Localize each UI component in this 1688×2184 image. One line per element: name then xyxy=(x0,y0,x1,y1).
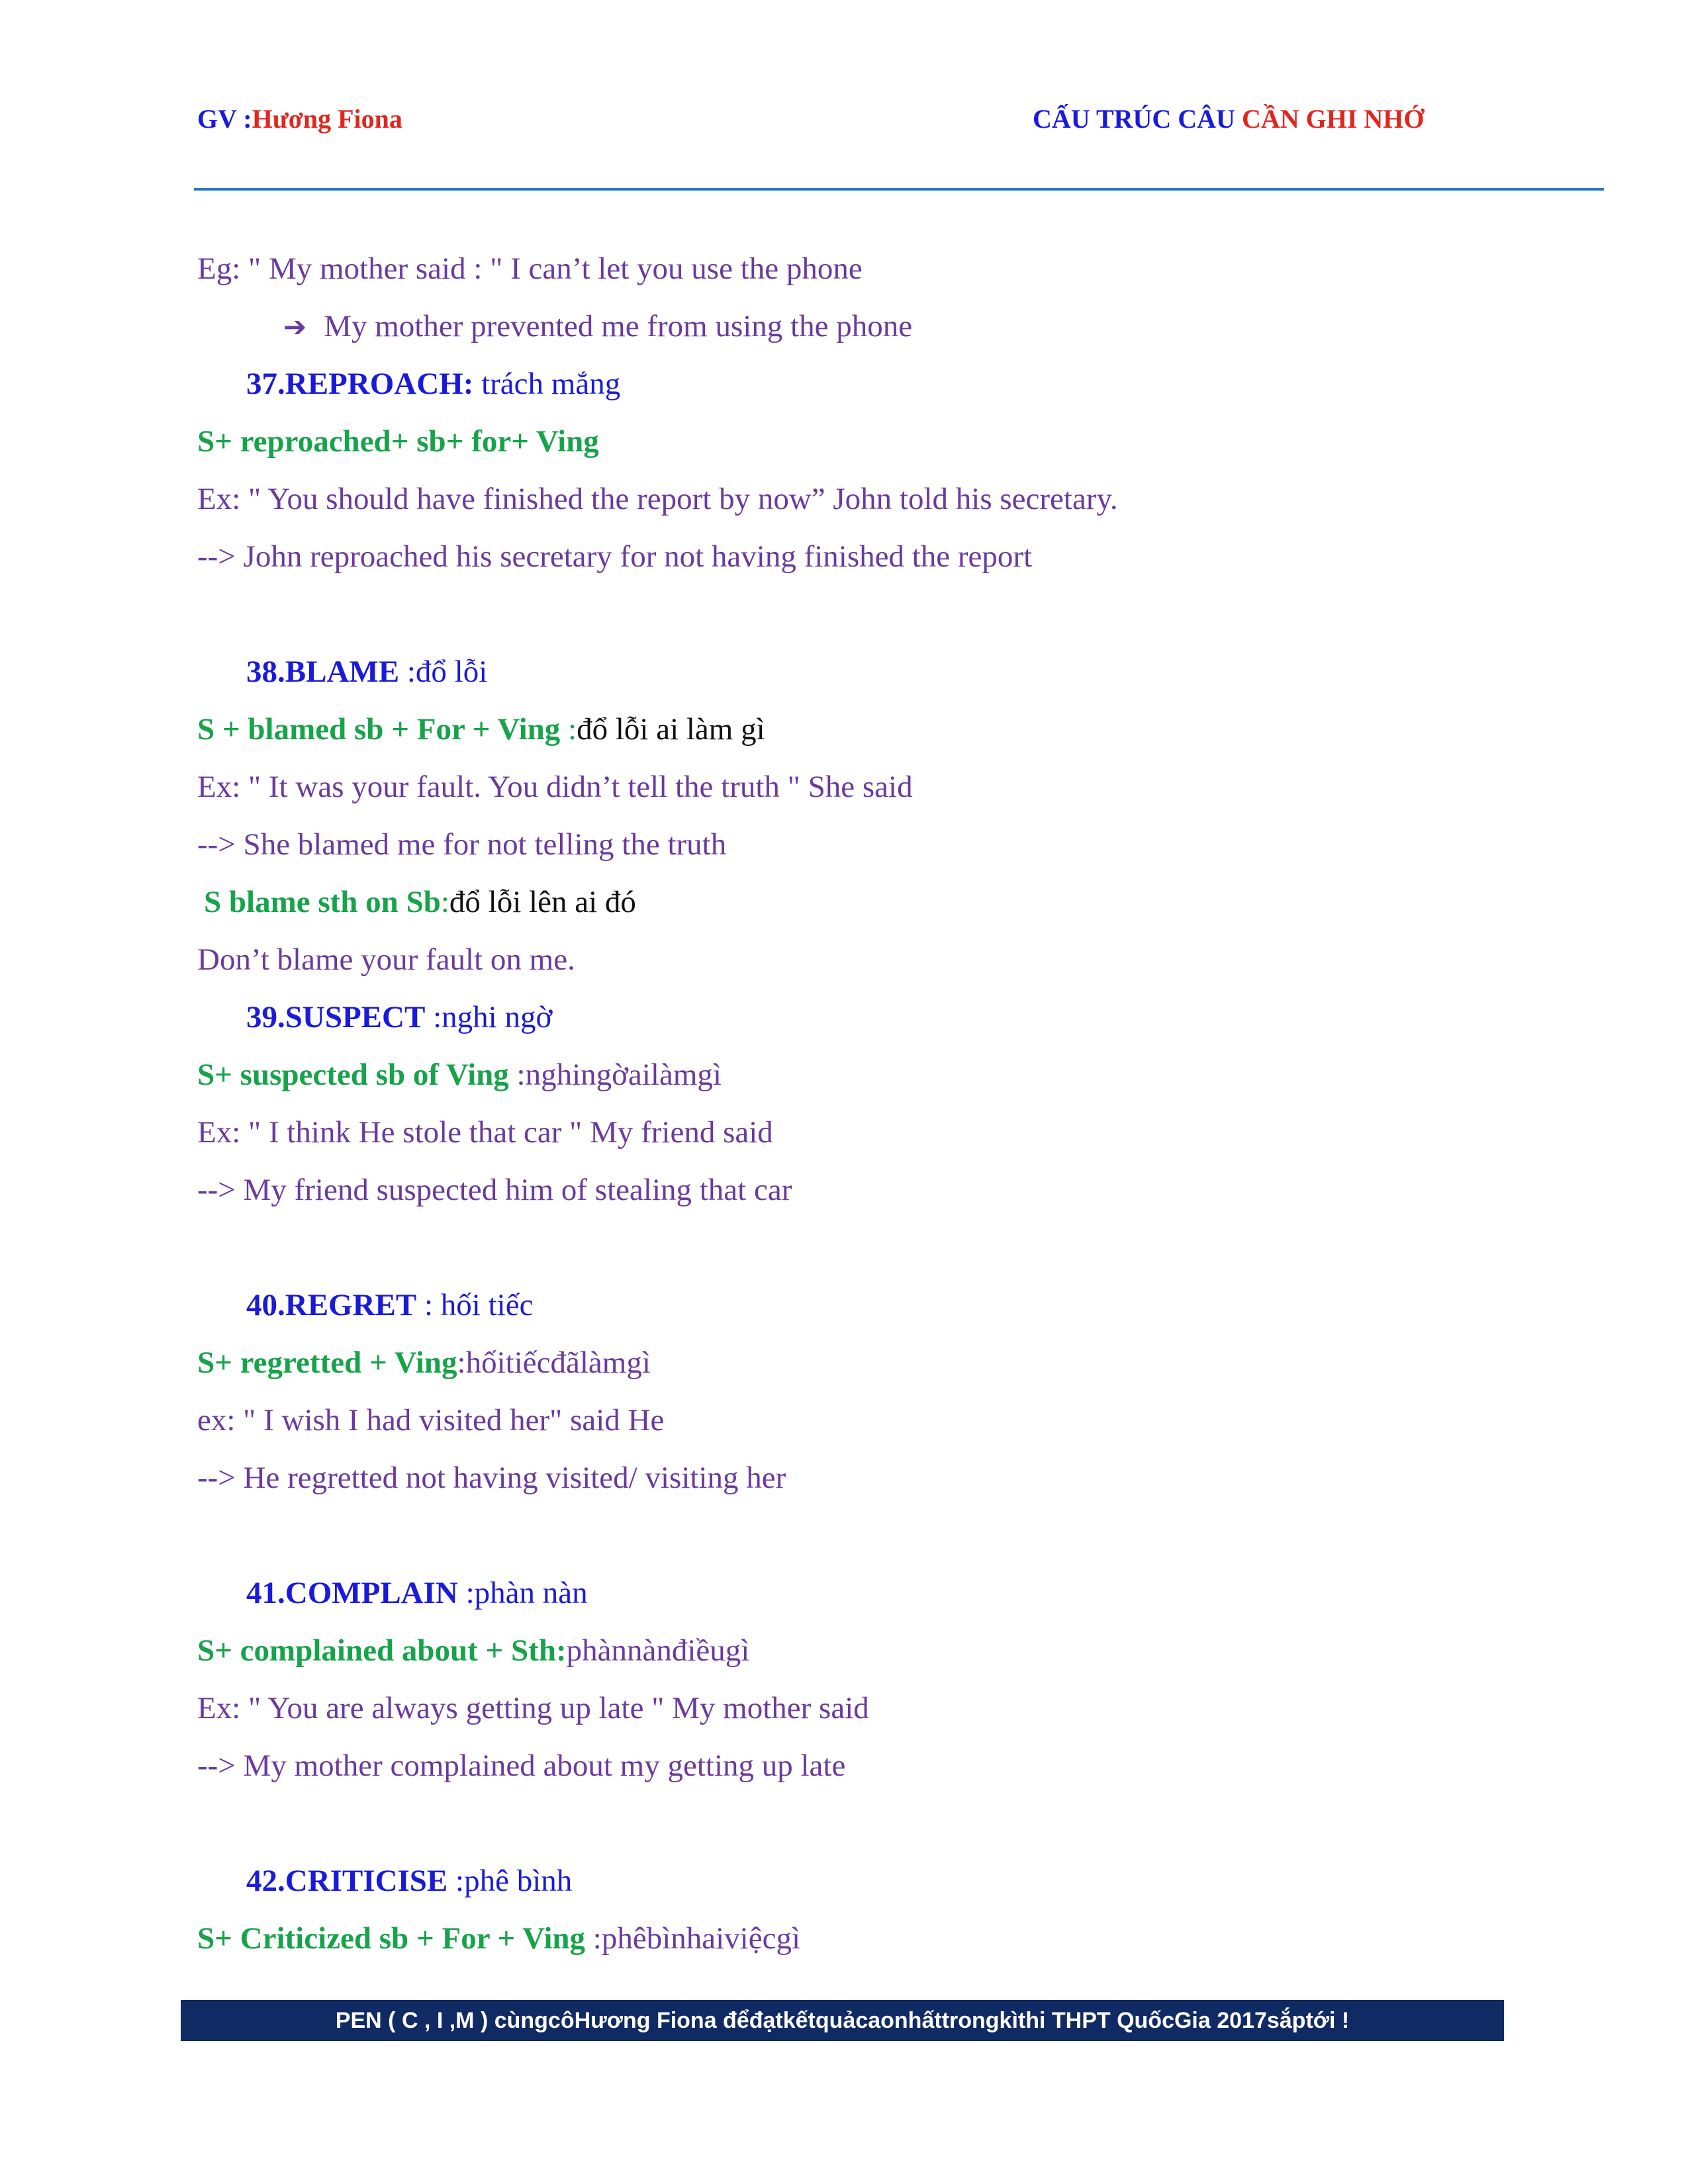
result-39: --> My friend suspected him of stealing that car xyxy=(197,1173,792,1207)
formula-39 xyxy=(197,1055,722,1095)
formula-text: S blame sth on Sb xyxy=(204,885,441,919)
result-41: --> My mother complained about my getting up late xyxy=(197,1749,846,1783)
formula-38b xyxy=(204,882,636,922)
formula-gloss: :hốitiếcđãlàmgì xyxy=(457,1345,651,1380)
result-38: --> She blamed me for not telling the truth xyxy=(197,827,727,862)
formula-41 xyxy=(197,1631,749,1670)
right-arrow-icon: ➔ xyxy=(283,310,307,343)
header-title-part2: CẦN GHI NHỚ xyxy=(1241,104,1425,134)
section-gloss: : hối tiếc xyxy=(416,1288,534,1322)
section-title: 41.COMPLAIN xyxy=(246,1576,458,1610)
formula-gloss: :nghingờailàmgì xyxy=(508,1058,722,1092)
example-40: ex: " I wish I had visited her" said He xyxy=(197,1403,665,1437)
footer-banner xyxy=(181,2000,1504,2041)
section-gloss: :phàn nàn xyxy=(457,1576,588,1610)
section-title: 38.BLAME xyxy=(246,655,400,689)
header-teacher-name: Hương Fiona xyxy=(252,104,402,134)
header-teacher xyxy=(197,99,402,139)
example-result xyxy=(283,306,912,347)
section-heading-39 xyxy=(246,997,552,1037)
example-result-text: My mother prevented me from using the phone xyxy=(324,309,913,343)
result-40: --> He regretted not having visited/ visiting her xyxy=(197,1461,786,1495)
formula-text: S + blamed sb + For + Ving xyxy=(197,712,561,747)
section-gloss: :phê bình xyxy=(447,1864,573,1898)
example-38: Ex: " It was your fault. You didn’t tell the truth " She said xyxy=(197,770,913,804)
formula-text: S+ Criticized sb + For + Ving xyxy=(197,1921,586,1956)
section-heading-41 xyxy=(246,1573,588,1613)
formula-42 xyxy=(197,1919,800,1958)
result-37: --> John reproached his secretary for not having finished the report xyxy=(197,539,1033,574)
section-heading-38 xyxy=(246,652,487,692)
formula-40 xyxy=(197,1343,651,1383)
formula-gloss: đổ lỗi ai làm gì xyxy=(577,712,765,747)
formula-text: S+ regretted + Ving xyxy=(197,1345,457,1380)
footer-text: PEN ( C , I ,M ) cùngcôHương Fiona đểđạtkếtquảcaonhấttrongkìthi THPT QuốcGia 2017sắptới ! xyxy=(335,2007,1350,2033)
example-intro: Eg: " My mother said : " I can’t let you use the phone xyxy=(197,251,863,286)
section-title: 39.SUSPECT xyxy=(246,1000,426,1034)
header-title xyxy=(1033,99,1425,139)
section-gloss: :nghi ngờ xyxy=(425,1000,553,1034)
header-title-part1: CẤU TRÚC CÂU xyxy=(1033,104,1242,134)
section-heading-42 xyxy=(246,1861,572,1901)
section-gloss: :đổ lỗi xyxy=(399,655,488,689)
formula-37: S+ reproached+ sb+ for+ Ving xyxy=(197,424,599,459)
formula-text: S+ suspected sb of Ving xyxy=(197,1058,509,1092)
section-title: 37.REPROACH: xyxy=(246,367,474,401)
section-heading-40 xyxy=(246,1285,533,1325)
example-41: Ex: " You are always getting up late " My mother said xyxy=(197,1691,869,1725)
section-title: 42.CRITICISE xyxy=(246,1864,448,1898)
example-39: Ex: " I think He stole that car " My friend said xyxy=(197,1115,773,1150)
note-38: Don’t blame your fault on me. xyxy=(197,942,575,977)
formula-colon: : xyxy=(440,885,449,919)
formula-38 xyxy=(197,709,765,749)
section-title: 40.REGRET xyxy=(246,1288,417,1322)
section-heading-37 xyxy=(246,364,620,404)
header-teacher-prefix: GV : xyxy=(197,104,252,134)
section-gloss: trách mắng xyxy=(473,367,621,401)
formula-gloss: phànnànđiềugì xyxy=(566,1633,750,1668)
example-37: Ex: " You should have finished the report by now” John told his secretary. xyxy=(197,482,1118,516)
formula-gloss: :phêbìnhaiviệcgì xyxy=(585,1921,801,1956)
formula-gloss: đổ lỗi lên ai đó xyxy=(449,885,636,919)
formula-text: S+ complained about + Sth: xyxy=(197,1633,567,1668)
formula-colon: : xyxy=(560,712,577,747)
header-divider xyxy=(194,188,1604,191)
